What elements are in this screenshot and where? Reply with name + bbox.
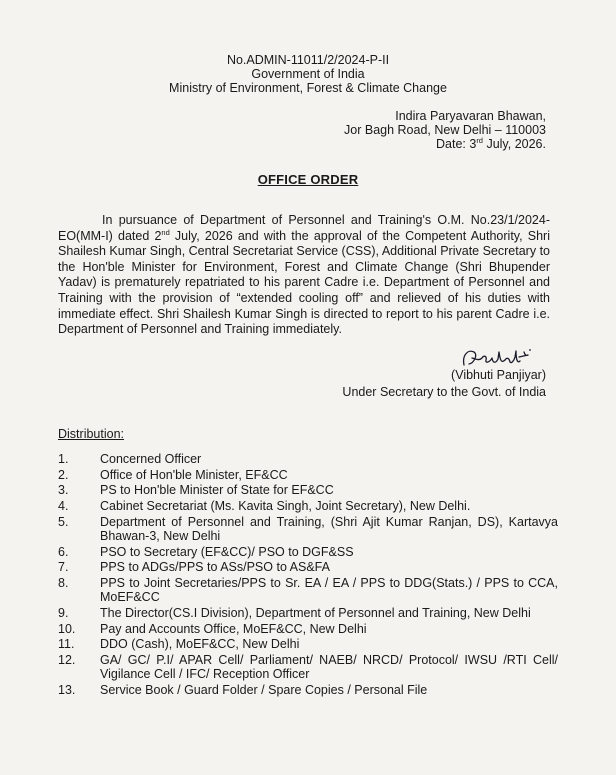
order-date: Date: 3rd July, 2026. — [436, 136, 546, 151]
list-item: 3. PS to Hon'ble Minister of State for EF&CC — [58, 483, 334, 498]
list-item: 13. Service Book / Guard Folder / Spare Copies / Personal File — [58, 683, 428, 698]
signatory-name: (Vibhuti Panjiyar) — [451, 368, 546, 382]
distribution-heading: Distribution: — [58, 427, 124, 441]
list-item: 1. Concerned Officer — [58, 452, 202, 466]
list-item: 11. DDO (Cash), MoEF&CC, New Delhi — [58, 637, 300, 652]
list-item: 9. The Director(CS.I Division), Department of Personnel and Training, New Delhi — [58, 606, 531, 621]
list-item: 8. PPS to Joint Secretaries/PPS to Sr. EA / EA / PPS to DDG(Stats.) / PPS to CCA, MoEF&CC — [58, 576, 558, 605]
order-body: In pursuance of Department of Personnel and Training's O.M. No.23/1/2024-EO(MM-I) dated 2nd July, 2026 and with the approval of the Competent Authority, Shri Shailesh Kumar Singh, Central Secretariat Service (CSS), Additional Private Secretary to the Hon'ble Minister for Environment, Forest and Climate Change (Shri Bhupender Yadav) is prematurely repatriated to his parent Cadre i.e. Department of Personnel and Training with the provision of “extended cooling off” and relieved of his duties with immediate effect. Shri Shailesh Kumar Singh is directed to report to his parent Cadre i.e. Department of Personnel and Training immediately. — [58, 213, 550, 337]
government-name: Government of India — [251, 67, 365, 81]
distribution-list — [58, 452, 558, 699]
document-title: OFFICE ORDER — [257, 172, 359, 187]
list-item: 2. Office of Hon'ble Minister, EF&CC — [58, 467, 288, 482]
list-item: 4. Cabinet Secretariat (Ms. Kavita Singh, Joint Secretary), New Delhi. — [58, 499, 471, 514]
list-item: 12. GA/ GC/ P.I/ APAR Cell/ Parliament/ NAEB/ NRCD/ Protocol/ IWSU /RTI Cell/ Vigilance Cell / IFC/ Reception Officer — [58, 653, 558, 682]
list-item: 7. PPS to ADGs/PPS to ASs/PSO to AS&FA — [58, 560, 330, 575]
ministry-name: Ministry of Environment, Forest & Climate Change — [169, 81, 447, 95]
signatory-designation: Under Secretary to the Govt. of India — [342, 385, 546, 399]
list-item: 6. PSO to Secretary (EF&CC)/ PSO to DGF&SS — [58, 544, 354, 559]
file-number: No.ADMIN-11011/2/2024-P-II — [226, 53, 390, 67]
list-item: 5. Department of Personnel and Training, (Shri Ajit Kumar Ranjan, DS), Kartavya Bhawan-3, New Delhi — [58, 514, 558, 544]
list-item: 10. Pay and Accounts Office, MoEF&CC, New Delhi — [58, 621, 367, 636]
address-line-1: Indira Paryavaran Bhawan, — [395, 109, 546, 123]
address-line-2: Jor Bagh Road, New Delhi – 110003 — [344, 123, 546, 137]
